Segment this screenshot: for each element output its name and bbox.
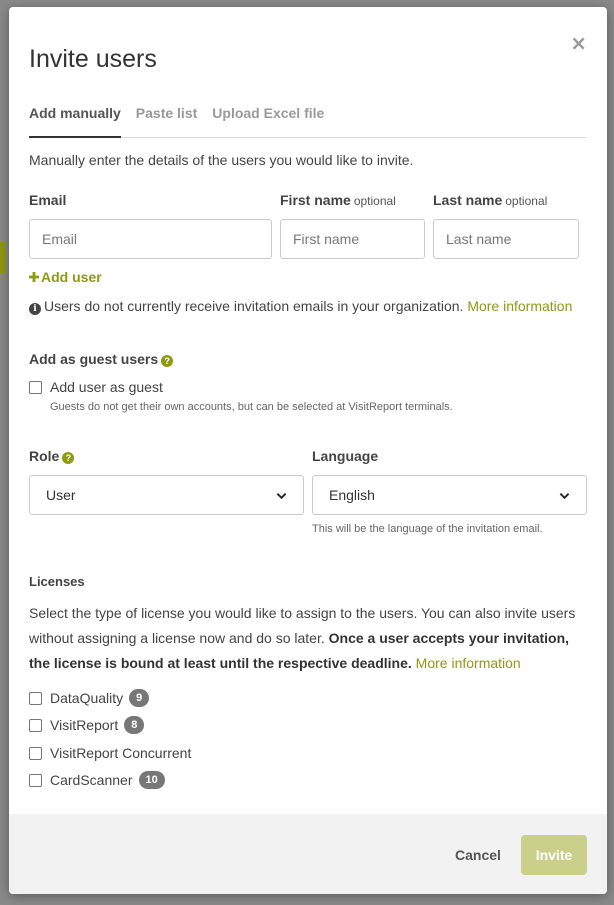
- guest-checkbox-row: [29, 379, 163, 395]
- tab-upload-excel[interactable]: Upload Excel file: [212, 105, 325, 121]
- help-icon[interactable]: ?: [62, 452, 74, 464]
- license-item: [29, 745, 191, 761]
- chevron-down-icon: [276, 490, 287, 501]
- more-information-link[interactable]: More information: [467, 298, 573, 314]
- license-checkbox-visitreport-concurrent[interactable]: [29, 747, 42, 760]
- tab-paste-list[interactable]: Paste list: [135, 105, 198, 121]
- license-count-badge: 9: [129, 689, 149, 707]
- license-item: [29, 689, 149, 707]
- license-count-badge: 8: [124, 716, 144, 734]
- role-selected-value: User: [46, 487, 76, 503]
- optional-tag: optional: [353, 194, 396, 208]
- guest-checkbox-label: Add user as guest: [50, 379, 163, 395]
- close-icon[interactable]: ×: [570, 31, 587, 55]
- license-label: VisitReport Concurrent: [50, 745, 192, 761]
- licenses-heading: Licenses: [29, 574, 85, 589]
- add-user-button[interactable]: [29, 269, 102, 285]
- license-item: [29, 771, 165, 789]
- license-label: VisitReport: [50, 717, 119, 733]
- invitation-notice: [29, 298, 572, 315]
- license-checkbox-visitreport[interactable]: [29, 719, 42, 732]
- guest-heading: Add as guest users ?: [29, 351, 173, 367]
- info-icon: i: [29, 303, 41, 315]
- optional-tag: optional: [505, 194, 548, 208]
- role-label: Role ?: [29, 448, 74, 464]
- chevron-down-icon: [559, 490, 570, 501]
- license-checkbox-dataquality[interactable]: [29, 692, 42, 705]
- invite-users-modal: [9, 7, 607, 894]
- license-checkbox-cardscanner[interactable]: [29, 774, 42, 787]
- last-name-input[interactable]: [433, 219, 579, 259]
- role-select[interactable]: [29, 475, 304, 515]
- language-label: Language: [312, 448, 379, 464]
- notice-text: Users do not currently receive invitation emails in your organization.: [44, 298, 464, 314]
- background-accent-strip: [0, 242, 6, 274]
- license-item: [29, 716, 144, 734]
- tab-add-manually[interactable]: Add manually: [29, 104, 121, 138]
- licenses-description: Select the type of license you would like to assign to the users. You can also invite users without assigning a license now and do so later. Once a user accepts your invitation, the license is bound at least until the respective deadline. More information: [29, 605, 576, 671]
- language-note: This will be the language of the invitation email.: [312, 523, 543, 535]
- language-select[interactable]: [312, 475, 587, 515]
- license-label: CardScanner: [50, 772, 133, 788]
- help-icon[interactable]: ?: [161, 355, 173, 367]
- tab-bar: [29, 104, 587, 138]
- email-input[interactable]: [29, 219, 272, 259]
- guest-note: Guests do not get their own accounts, but can be selected at VisitReport terminals.: [50, 401, 453, 413]
- modal-footer: [9, 814, 607, 894]
- intro-text: Manually enter the details of the users you would like to invite.: [29, 152, 414, 168]
- last-name-label: Last name optional: [433, 192, 548, 208]
- guest-checkbox[interactable]: [29, 381, 42, 394]
- license-count-badge: 10: [139, 771, 165, 789]
- plus-icon: [29, 272, 39, 282]
- first-name-label: First name optional: [280, 192, 396, 208]
- modal-title: Invite users: [29, 45, 157, 73]
- license-label: DataQuality: [50, 690, 124, 706]
- add-user-label: Add user: [41, 269, 102, 285]
- invite-button[interactable]: Invite: [521, 835, 587, 875]
- first-name-input[interactable]: [280, 219, 425, 259]
- cancel-button[interactable]: Cancel: [455, 847, 501, 863]
- email-label: Email: [29, 192, 67, 208]
- language-selected-value: English: [329, 487, 375, 503]
- licenses-more-information-link[interactable]: More information: [415, 655, 521, 671]
